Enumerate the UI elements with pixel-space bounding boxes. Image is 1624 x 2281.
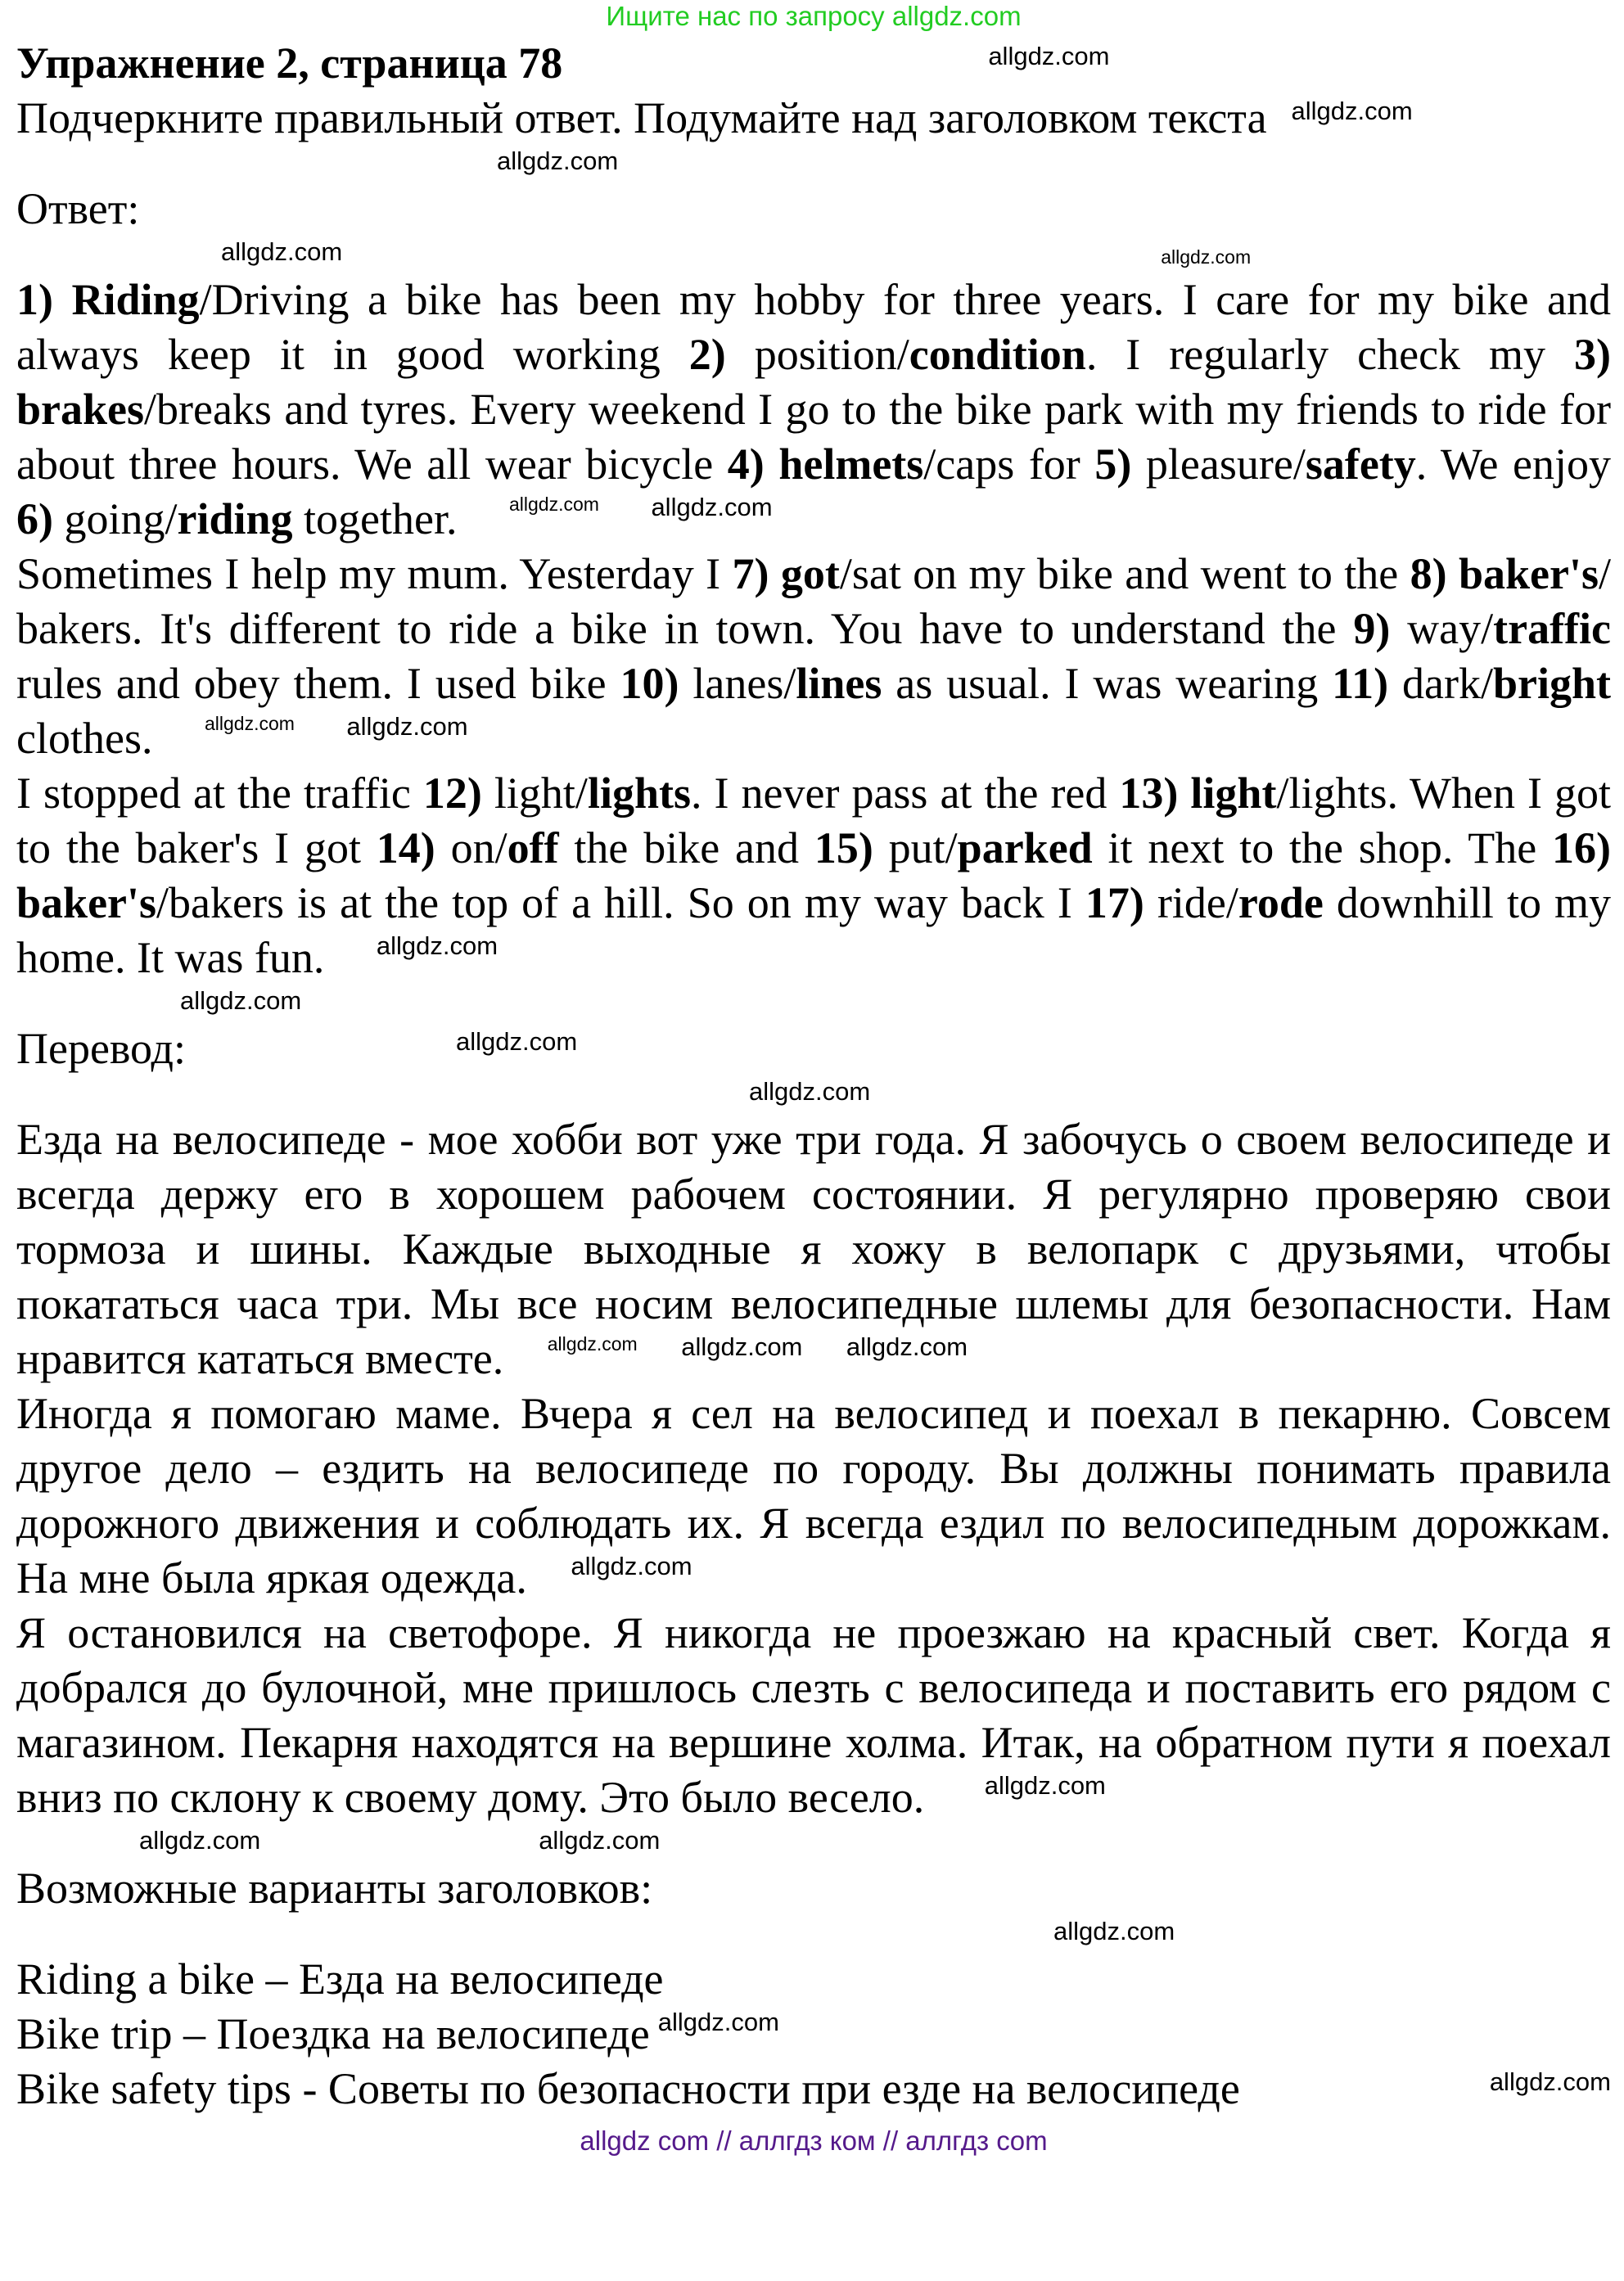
answer-paragraph <box>16 547 1611 766</box>
answer-text-segment: . I regularly check my <box>1085 330 1575 379</box>
title-option: Riding a bike – Езда на велосипеде <box>16 1954 664 2004</box>
watermark: allgdz.com <box>547 1333 638 1355</box>
answer-choice: 10) <box>620 659 679 708</box>
watermark: allgdz.com <box>657 2008 779 2036</box>
answer-text-segment: way/ <box>1390 604 1494 653</box>
watermark: allgdz.com <box>988 42 1110 70</box>
translation-text <box>16 1112 1611 1825</box>
title-option-row <box>16 2062 1611 2116</box>
answer-text-segment: lanes/ <box>679 659 796 708</box>
watermark: allgdz.com <box>509 494 599 515</box>
watermark: allgdz.com <box>180 986 302 1015</box>
answer-choice: 6) <box>16 494 53 543</box>
watermark: allgdz.com <box>749 1077 871 1106</box>
answer-choice: 15) <box>814 823 873 872</box>
answer-text-segment: the bike and <box>558 823 814 872</box>
answer-choice: 16) baker's <box>16 823 1611 927</box>
watermark: allgdz.com <box>376 931 498 960</box>
title-option: Bike trip – Поездка на велосипеде <box>16 2009 650 2058</box>
titles-label-row <box>16 1861 1611 1916</box>
watermark: allgdz.com <box>539 1826 661 1855</box>
answer-text-segment: pleasure/ <box>1131 440 1306 489</box>
answer-choice: 5) <box>1094 440 1132 489</box>
translation-label-row <box>16 1021 1611 1076</box>
title-option: Bike safety tips - Советы по безопасности при езде на велосипеде <box>16 2064 1240 2113</box>
answer-choice: rode <box>1238 878 1324 927</box>
watermark: allgdz.com <box>651 493 773 521</box>
answer-choice: off <box>507 823 559 872</box>
answer-text-segment: position/ <box>725 330 909 379</box>
answer-text-segment: Sometimes I help my mum. Yesterday I <box>16 549 733 598</box>
watermark-row <box>16 1825 1611 1861</box>
watermark: allgdz.com <box>221 237 343 266</box>
answer-text <box>16 273 1611 985</box>
translation-label: Перевод: <box>16 1024 186 1073</box>
answer-choice: 7) got <box>732 549 840 598</box>
instruction-row <box>16 91 1611 146</box>
titles-label: Возможные варианты заголовков: <box>16 1864 653 1913</box>
answer-choice: 17) <box>1085 878 1144 927</box>
answer-choice: lines <box>796 659 882 708</box>
answer-text-segment: downhill to my home. It was fun. <box>16 878 1611 982</box>
footer-links[interactable]: allgdz com // аллгдз ком // аллгдз com <box>580 2125 1048 2156</box>
watermark: allgdz.com <box>455 1027 578 1056</box>
answer-text-segment: . We enjoy <box>1415 440 1612 489</box>
answer-choice: 3) brakes <box>16 330 1612 434</box>
translation-paragraph <box>16 1606 1611 1825</box>
answer-text-segment: dark/ <box>1388 659 1493 708</box>
title-option-row <box>16 2007 1611 2062</box>
answer-text-segment: it next to the shop. The <box>1092 823 1552 872</box>
watermark: allgdz.com <box>984 1771 1106 1800</box>
answer-choice: 12) <box>422 769 482 818</box>
answer-text-segment: ride/ <box>1144 878 1238 927</box>
answer-text-segment: put/ <box>873 823 958 872</box>
answer-choice: lights <box>587 769 691 818</box>
watermark-row <box>16 985 1611 1021</box>
answer-paragraph <box>16 766 1611 985</box>
watermark: allgdz.com <box>571 1552 692 1580</box>
top-banner-link[interactable]: Ищите нас по запросу allgdz.com <box>606 1 1022 31</box>
answer-choice: 14) <box>376 823 435 872</box>
answer-choice: 1) Riding <box>16 275 200 324</box>
watermark-row <box>16 1916 1611 1952</box>
answer-text-segment: /Driving a bike has been my hobby for three years. I care for my bike and always keep it in good working <box>16 275 1611 379</box>
answer-paragraph <box>16 273 1611 547</box>
watermark: allgdz.com <box>139 1826 261 1855</box>
answer-choice: 13) light <box>1119 769 1277 818</box>
watermark: allgdz.com <box>204 713 295 734</box>
translation-paragraph <box>16 1386 1611 1606</box>
watermark: allgdz.com <box>1291 97 1413 125</box>
answer-choice: 2) <box>688 330 726 379</box>
answer-choice: 4) helmets <box>727 440 924 489</box>
watermark: allgdz.com <box>1161 246 1252 268</box>
watermark: allgdz.com <box>681 1332 803 1361</box>
answer-choice: 11) <box>1332 659 1389 708</box>
watermark: allgdz.com <box>846 1332 968 1361</box>
answer-label-row <box>16 182 1611 237</box>
answer-choice: traffic <box>1493 604 1612 653</box>
answer-text-segment: / bakers. It's different to ride a bike in town. You have to understand the <box>16 549 1612 653</box>
watermark-row <box>16 146 1611 182</box>
translation-paragraph-text: Я остановился на светофоре. Я никогда не проезжаю на красный свет. Когда я добрался до булочной, мне пришлось слезть с велосипеда и поставить его рядом с магазином. Пекарня находятся на вершине холма. Итак, на обратном пути я поехал вниз по склону к своему дому. Это было весело. <box>16 1608 1611 1822</box>
translation-paragraph-text: Иногда я помогаю маме. Вчера я сел на велосипед и поехал в пекарню. Совсем другое дело – ездить на велосипеде по городу. Вы должны понимать правила дорожного движения и соблюдать их. Я всегда ездил по велосипедным дорожкам. На мне была яркая одежда. <box>16 1389 1611 1603</box>
answer-choice: 9) <box>1353 604 1391 653</box>
watermark-row <box>16 237 1611 273</box>
answer-text-segment: /caps for <box>923 440 1095 489</box>
translation-paragraph-text: Езда на велосипеде - мое хобби вот уже три года. Я забочусь о своем велосипеде и всегда держу его в хорошем рабочем состоянии. Я регулярно проверяю свои тормоза и шины. Каждые выходные я хожу в велопарк с друзьями, чтобы покататься часа три. Мы все носим велосипедные шлемы для безопасности. Нам нравится кататься вместе. <box>16 1115 1611 1383</box>
answer-choice: bright <box>1492 659 1611 708</box>
translation-paragraph <box>16 1112 1611 1386</box>
answer-text-segment: light/ <box>481 769 588 818</box>
answer-choice: 8) baker's <box>1410 549 1599 598</box>
answer-text-segment: /bakers is at the top of a hill. So on my way back I <box>156 878 1085 927</box>
answer-text-segment: as usual. I was wearing <box>882 659 1333 708</box>
answer-text-segment: /breaks and tyres. Every weekend I go to the bike park with my friends to ride for about three hours. We all wear bicycle <box>16 385 1611 489</box>
watermark-row <box>16 1076 1611 1112</box>
answer-choice: condition <box>909 330 1086 379</box>
answer-text-segment: /sat on my bike and went to the <box>839 549 1410 598</box>
answer-text-segment: I stopped at the traffic <box>16 769 423 818</box>
page-title: Упражнение 2, страница 78 <box>16 38 563 88</box>
watermark: allgdz.com <box>497 147 619 175</box>
answer-text-segment: going/ <box>52 494 178 543</box>
title-row <box>16 36 1611 91</box>
answer-text-segment: on/ <box>435 823 508 872</box>
title-option-row <box>16 1952 1611 2007</box>
answer-choice: riding <box>177 494 293 543</box>
answer-choice: safety <box>1305 440 1416 489</box>
answer-text-segment: rules and obey them. I used bike <box>16 659 620 708</box>
answer-text-segment: together. <box>292 494 458 543</box>
answer-text-segment: clothes. <box>16 714 153 763</box>
watermark: allgdz.com <box>346 712 468 741</box>
instruction: Подчеркните правильный ответ. Подумайте над заголовком текста <box>16 93 1267 142</box>
answer-choice: parked <box>957 823 1093 872</box>
watermark: allgdz.com <box>1053 1917 1175 1945</box>
answer-text-segment: /lights. When I got to the baker's I got <box>16 769 1611 872</box>
watermark: allgdz.com <box>1489 2067 1611 2096</box>
answer-text-segment: . I never pass at the red <box>690 769 1120 818</box>
answer-label: Ответ: <box>16 184 140 233</box>
